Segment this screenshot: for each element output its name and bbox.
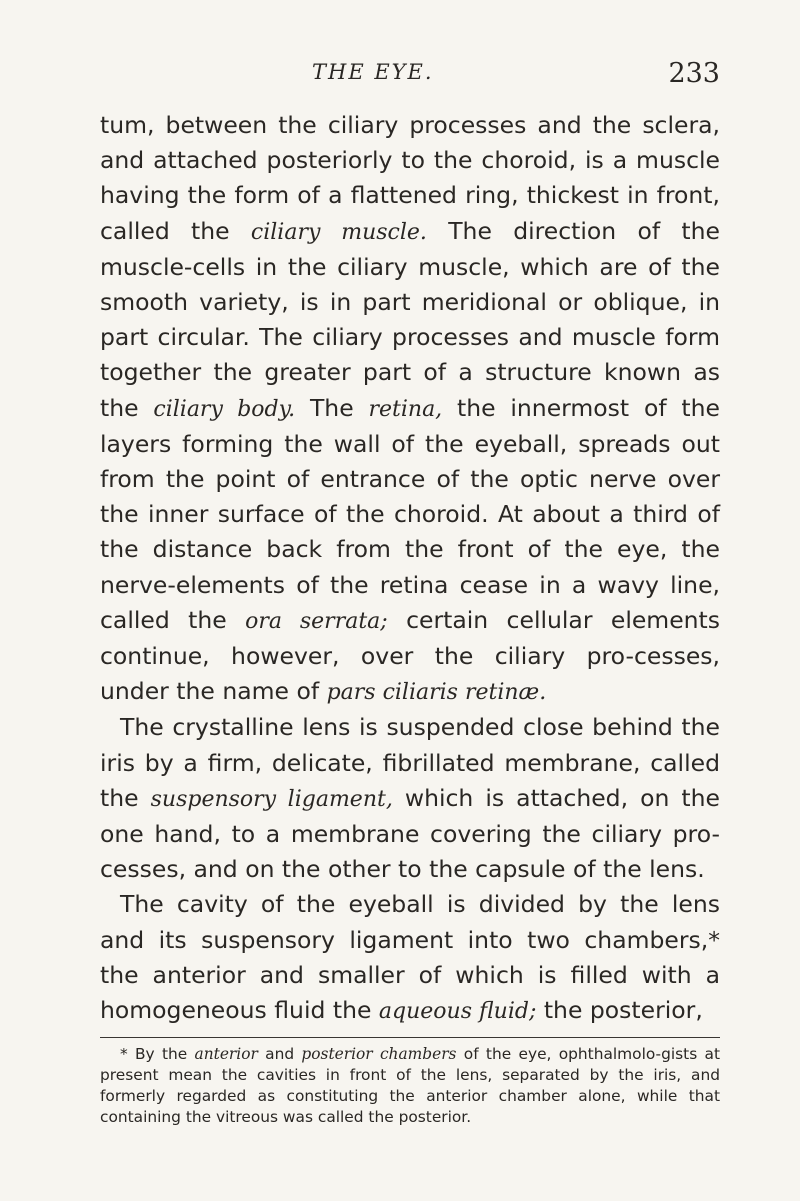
term-pars-ciliaris: pars ciliaris retinæ. — [326, 680, 547, 706]
term-retina: retina, — [368, 396, 443, 422]
footnote: * By the anterior and posterior chambers of the eye, ophthalmolo-gists at present mean the cavities in front of the lens, separated by the iris, and formerly regarded as constituting the anterior chamber alone, while that containing the vitreous was called the posterior. — [100, 1045, 721, 1127]
paragraph-lens: The crystalline lens is suspended close behind the iris by a firm, delicate, fibrillated membrane, called the suspensory ligament, which is attached, on the one hand, to a membrane covering the ciliary pro-cesses, and on the other to the capsule of the lens. — [100, 713, 720, 884]
page-number: 233 — [668, 58, 720, 89]
term-ora-serrata: ora serrata; — [245, 608, 388, 634]
running-head — [100, 58, 720, 94]
term-anterior: anterior — [194, 1045, 258, 1064]
term-suspensory-ligament: suspensory ligament, — [150, 786, 393, 812]
footnote-rule — [100, 1037, 720, 1038]
book-page — [100, 58, 720, 1128]
term-ciliary-muscle: ciliary muscle. — [250, 219, 427, 245]
term-aqueous-fluid: aqueous fluid; — [378, 999, 537, 1025]
term-posterior-chambers: posterior chambers — [301, 1045, 457, 1064]
paragraph-ciliary-retina: tum, between the ciliary processes and the sclera, and attached posteriorly to the choroid, is a muscle having the form of a flattened ring, thickest in front, called the ciliary muscle. The direction of the muscle-cells in the ciliary muscle, which are of the smooth variety, is in part meridional or oblique, in part circular. The ciliary processes and muscle form together the greater part of a structure known as the ciliary body. The retina, the innermost of the layers forming the wall of the eyeball, spreads out from the point of entrance of the optic nerve over the inner surface of the choroid. At about a third of the distance back from the front of the eye, the nerve-elements of the retina cease in a wavy line, called the ora serrata; certain cellular elements continue, however, over the ciliary pro-cesses, under the name of pars ciliaris retinæ. — [100, 111, 721, 706]
paragraph-chambers: The cavity of the eyeball is divided by the lens and its suspensory ligament into two chambers,* the anterior and smaller of which is filled with a homogeneous fluid the aqueous fluid; the posterior, — [100, 890, 720, 1025]
term-ciliary-body: ciliary body. — [153, 396, 296, 422]
running-title: THE EYE. — [312, 60, 434, 84]
